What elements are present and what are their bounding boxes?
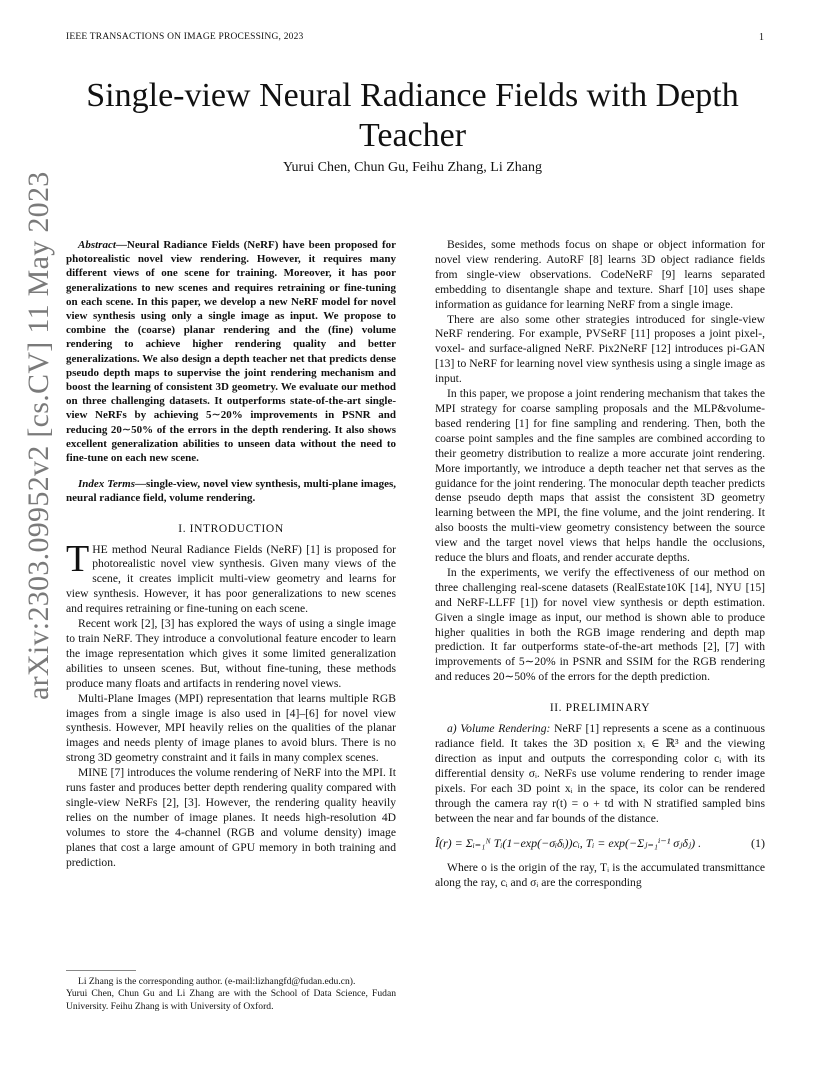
preliminary-paragraph-1-text: NeRF [1] represents a scene as a continuous radiance field. It takes the 3D position xᵢ ∈ ℝ³ and the viewing direction as input and outputs the corresponding color cᵢ with its differential density σᵢ. NeRFs use volume rendering to render image pixels. For each 3D point xᵢ in the space, its color can be rendered through the camera ray r(t) = o + td with N stratified sampled bins between the near and far bounds of the distance. [435, 722, 765, 825]
intro-paragraph-3: Multi-Plane Images (MPI) representation that learns multiple RGB images from a single image is also used in [4]–[6] for novel view synthesis. However, MPI heavily relies on the qualities of the planar images and needs plenty of image planes to avoid blurs. There is no strong 3D geometry constraint and it fails in many complex scenes. [66, 691, 396, 765]
volume-rendering-subhead: a) Volume Rendering: [447, 722, 551, 736]
abstract [66, 238, 396, 465]
intro-paragraph-1-text: HE method Neural Radiance Fields (NeRF) [1] is proposed for photorealistic novel view synthesis. Given many views of the scene, it creates implicit multi-view geometry and learns for view synthesis. However, it has poor generalizations to new scenes and requires retraining or fine-tuning on each scene. [66, 542, 396, 616]
index-terms [66, 477, 396, 505]
abstract-text: —Neural Radiance Fields (NeRF) have been proposed for photorealistic novel view rendering. However, it requires many different views of one scene for training. Moreover, it has poor generalizations to new scenes and requires retraining or fine-tuning on each scene. In this paper, we develop a new NeRF model for novel view synthesis using only a single image as input. We propose to combine the (coarse) planar rendering and the (fine) volume rendering to achieve higher rendering quality and better generalizations. We also design a depth teacher net that predicts dense pseudo depth maps to supervise the joint rendering mechanism and boost the learning of consistent 3D geometry. We evaluate our method on three challenging datasets. It outperforms state-of-the-art single-view NeRFs by achieving 5∼20% improvements in PSNR and reducing 20∼50% of the errors in the depth rendering. It also shows excellent generalization abilities to unseen data without the need to fine-tune on each new scene. [66, 239, 396, 465]
footnote-line-1: Li Zhang is the corresponding author. (e-mail:lizhangfd@fudan.edu.cn). [78, 976, 356, 987]
journal-header: IEEE TRANSACTIONS ON IMAGE PROCESSING, 2023 [66, 32, 304, 42]
arxiv-stamp: arXiv:2303.09952v2 [cs.CV] 11 May 2023 [22, 171, 55, 700]
section-preliminary-title: II. PRELIMINARY [549, 702, 651, 715]
paper-title: Single-view Neural Radiance Fields with Depth Teacher [86, 77, 739, 154]
index-terms-text: —single-view, novel view synthesis, multi-plane images, neural radiance field, volume rendering. [66, 478, 396, 505]
preliminary-paragraph-1 [435, 722, 765, 826]
abstract-lead: Abstract [78, 239, 116, 251]
equation-number: (1) [751, 836, 765, 851]
intro-paragraph-1 [66, 537, 396, 618]
intro-paragraph-7: In this paper, we propose a joint rendering mechanism that takes the MPI strategy for coarse sampling proposals and the MLP&volume-based rendering [1] for fine sampling and rendering. Then, both the coarse point samples and the fine samples are combined according to their geometry distribution to realize a more accurate joint rendering. More importantly, we introduce a depth teacher net that serves as the guidance for the joint rendering. The monocular depth teacher predicts dense pseudo depth maps that assist the consistent 3D geometry learning between the MPI, the fine volume, and the joint rendering. It also boosts the multi-view geometry consistency between the source view and the target novel views that helps handle the occlusions, reduce the blurs and floats, and render accurate depths. [435, 387, 765, 565]
right-column [435, 238, 765, 891]
preliminary-paragraph-2: Where o is the origin of the ray, Tᵢ is the accumulated transmittance along the ray, cᵢ and σᵢ are the corresponding [435, 861, 765, 890]
index-terms-lead: Index Terms [78, 478, 135, 491]
footnote-rule [66, 970, 136, 971]
intro-paragraph-4: MINE [7] introduces the volume rendering of NeRF into the MPI. It runs faster and produces better depth rendering quality compared with single-view NeRFs [2], [3]. However, the rendering quality heavily relies on the number of image planes. It needs high-resolution 4D volumes to store the 4-channel (RGB and volume density) image planes that cost a large amount of GPU memory in both training and prediction. [66, 766, 396, 869]
author-list: Yurui Chen, Chun Gu, Feihu Zhang, Li Zhang [283, 160, 542, 175]
section-introduction-title: I. INTRODUCTION [178, 522, 284, 535]
intro-paragraph-8: In the experiments, we verify the effectiveness of our method on three challenging real-scene datasets (RealEstate10K [14], NYU [15] and NeRF-LLFF [1]) for novel view synthesis or depth estimation. Given a single image as input, our method is shown able to produce higher qualities in both the RGB image rendering and depth map prediction. It far outperforms state-of-the-art methods [2], [7] with improvements of 5∼20% in PSNR and SSIM for the RGB rendering and reduces 20∼50% of the errors for the depth prediction. [435, 565, 765, 684]
footnote-line-2: Yurui Chen, Chun Gu and Li Zhang are with the School of Data Science, Fudan University. Feihu Zhang is with University of Oxford. [66, 988, 396, 1012]
left-column [66, 238, 396, 871]
footnote [66, 976, 396, 1013]
page-number: 1 [759, 32, 764, 43]
intro-paragraph-6: There are also some other strategies introduced for single-view NeRF rendering. For example, PVSeRF [11] proposes a joint pixel-, voxel- and surface-aligned NeRF. Pix2NeRF [12] introduces pi-GAN [13] to NeRF for learning novel view synthesis using a single image as input. [435, 312, 765, 386]
equation-body: Î(r) = Σᵢ₌₁ᴺ Tᵢ(1−exp(−σᵢδᵢ))cᵢ, Tᵢ = exp(−Σⱼ₌₁ⁱ⁻¹ σⱼδⱼ) . [435, 836, 702, 851]
intro-paragraph-5: Besides, some methods focus on shape or object information for novel view rendering. AutoRF [8] learns 3D object radiance fields from single-view observations. CodeNeRF [9] learns separated embedding to disentangle shape and texture. Sharf [10] uses shape information as guidance for learning NeRF from a single image. [435, 238, 765, 311]
intro-paragraph-2: Recent work [2], [3] has explored the ways of using a single image to train NeRF. They introduce a convolutional feature encoder to learn the image representation which gives it some limited generalization abilities to unseen scenes. But, without fine-tuning, these methods produce many floats and artifacts in rendering novel views. [66, 617, 396, 690]
equation-1 [435, 836, 765, 851]
drop-cap: T [66, 537, 90, 580]
